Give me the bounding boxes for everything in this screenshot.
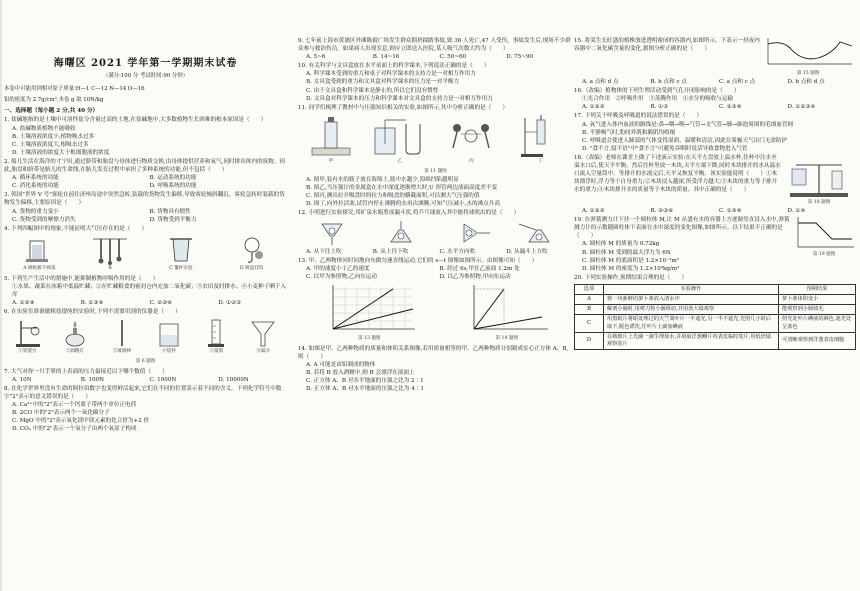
question-13: 13. 甲、乙两物体同时同地向东做匀速直线运动,它们的 s—t 图像如图所示。由图像可知（ ）: [298, 257, 538, 264]
q14-option-d: D. 正方体 A、B 对水平地面的压强之比为 4∶1: [306, 386, 424, 393]
q11-label-yi: 乙: [397, 158, 402, 164]
q9-option-c: C. 50~60: [439, 54, 467, 61]
suction-cup-pull-illustration: [443, 114, 499, 158]
question-4: 4. 下列四幅图中的现象,不能证明大气压存在的是（ ）: [4, 225, 148, 232]
binding-margin: [0, 0, 2, 591]
q18-option-a: A. ①②③: [582, 208, 605, 215]
atomic-mass-note: 本卷中可能用到相对原子质量:H—1 C—12 N—14 O—16: [4, 86, 145, 93]
q3-option-c: C. 货物受到的摩擦力消失: [12, 216, 76, 223]
st-graph: [319, 283, 419, 335]
row-a-operation: 将一块新鲜的萝卜条放入清水中: [604, 295, 779, 305]
q8-option-d: D. CO₂ 中的"2"表示一个氧分子由两个氧原子构成: [12, 426, 137, 433]
q5-option-d: D. ①②③: [218, 300, 242, 307]
q2-option-b: B. 运动系统的功能: [149, 175, 197, 182]
q9-option-a: A. 5~6: [306, 54, 326, 61]
question-3: 3. 韩国"世界 V 号"客轮在前往济州岛途中突然急转,装载的货物发生偏移,导致客轮倾斜翻沉。客轮急转时装载的货物发生偏移,主要原因是（ ）: [4, 192, 285, 207]
question-1: 1. 盐碱地指的是土壤中可溶性盐分含量过高的土地,在盐碱地中,大多数植物生长困难的根本原因是（ ）: [4, 117, 267, 124]
question-8: 8. 在化学世界里没有生命的阿拉伯数字也变得鲜活起来,它们在不同的位置表示着不同的含义。下列化学符号中数字"2"表示的意义错误的是（ ）: [4, 385, 282, 400]
q3-option-d: D. 货物受到平衡力: [149, 216, 197, 223]
q3-option-b: B. 货物具有惯性: [149, 208, 191, 215]
question-18: 18.（改编）老师在课堂上做了下述演示实验:在天平左盘放上溢水杯,往杯中注水至溢水口后,使天平平衡。然后往杯里放一木块,天平左端下降,同时木块排开的水从溢水口流入空量筒中。等排开的水流完后,天平又恢复平衡。该实验能说明（ ）①木块漂浮时,浮力等于自身重力;②木块浸入越深,所受浮力越大;③木块的重力等于排开水的重力;④木块排开水的质量等于木块的质量。其中正确的是（ ）: [574, 154, 781, 194]
q11-label-bing: 丙: [469, 158, 474, 164]
q12-option-a: A. 从下往上吹: [306, 248, 342, 255]
q14-option-b: B. 若将 B 放入酒精中,则 B 会漂浮在液面上: [306, 370, 415, 377]
q19-option-d: D. 圆柱体 M 的密度为 1.2×10³kg/m³: [582, 265, 680, 272]
q12-option-c: C. 水平方向吹: [439, 248, 476, 255]
exam-subtitle: （满分:100 分 考试时间:90 分钟）: [102, 73, 189, 80]
q6-label-4: ④烧杯: [162, 349, 176, 355]
question-10: 10. 有关科学与文具盒放在水平桌面上的科学课本,下列说法正确的是（ ）: [298, 63, 490, 70]
row-a-result: 萝卜条体积变小: [779, 295, 856, 305]
question-20: 20. 下列实验操作,预期结果合理的是（ ）: [574, 274, 688, 281]
row-d-result: 可清晰观察到洋葱表皮细胞: [779, 332, 856, 349]
q18-figure-caption: 第 18 题图: [807, 199, 831, 205]
q16-option-a: A. ①②③: [582, 104, 605, 111]
q10-option-a: A. 科学课本受到的重力和桌子对科学课本的支持力是一对相互作用力: [306, 71, 476, 78]
q11-option-d: D. 图丁,向外拉活塞,试管内停止沸腾的水再次沸腾,可知气压减小,水的沸点升高: [306, 201, 500, 208]
q10-option-b: B. 文具盒受到的重力和文具盒对科学课本的压力是一对平衡力: [306, 79, 460, 86]
co2-curve-graph: [760, 36, 856, 70]
q13-option-d: D. 以乙为参照物,甲向东运动: [439, 273, 511, 280]
q10-option-d: D. 文具盒对科学课本的压力和科学课本对文具盒的支持力是一对相互作用力: [306, 95, 493, 102]
q1-option-a: A. 盐碱物质植物不能吸收: [12, 125, 76, 132]
row-c-result: 照光处叶片碘液的颜色,遮光处呈蓝色: [779, 315, 856, 332]
experiment-table: [574, 284, 856, 350]
q4-caption-d: 吸盘挂钩: [245, 265, 264, 271]
column-2: [298, 36, 573, 591]
q11-label-ding: 丁: [537, 158, 543, 164]
q9-option-b: B. 14~16: [372, 54, 400, 61]
glass-of-water-illustration: [158, 235, 204, 265]
question-14: 14. 如图是甲、乙两种物质的质量和体积关系图像,若用质量相等的甲、乙两种物质分别制成实心正方体 A、B,则（ ）: [298, 345, 569, 361]
q5-items: ①水果、蔬菜在冰箱中低温贮藏；②在贮藏粮食的密封仓内充加二氧化碳；③农田及时排水；④小麦种子晒干入库: [12, 283, 287, 299]
q15-figure-caption: 第 15 题图: [796, 71, 820, 76]
q13-figure-caption: 第 13 题图: [357, 335, 381, 341]
q13-option-b: B. 经过 6s,甲在乙前面 1.2m 处: [439, 265, 520, 272]
q1-option-b: B. 土壤溶液浓度小,植物吸水过多: [12, 133, 95, 140]
q19-option-a: A. 圆柱体 M 的质量为 0.72kg: [582, 241, 660, 248]
q16-option-b: B. ①③: [650, 104, 669, 111]
paper-cup-illustration: [16, 235, 62, 265]
q18-option-c: C. ①③④: [719, 208, 742, 215]
column-3: [574, 36, 856, 591]
q12-figure: [298, 220, 573, 246]
exam-title: 海曙区 2021 学年第一学期期末试卷: [53, 58, 238, 69]
row-b-operation: 解剖小肠时,用剪刀将小肠纵切,并用放大镜观察: [604, 305, 779, 315]
row-c-option: C: [575, 315, 604, 332]
question-2: 2. 船儿生活在海洋的寸宁田,通过脐带和胎盘与母体进行物质交换,由母体提供营养和氧气,同时排出体内的废物。因此,胎盘和脐带是胎儿的生命线,在胎儿发育过程中承担了多种系统的功能,但不包括（ ）: [4, 158, 285, 174]
q15-option-a: A. a 点和 d 点: [582, 79, 619, 86]
force-depth-graph: [792, 215, 856, 251]
q7-option-b: B. 100N: [80, 376, 104, 383]
q6-label-6: ⑥漏斗: [256, 349, 271, 355]
table-row: [575, 315, 856, 332]
q12-option-d: D. 从漏斗上方吹: [506, 248, 548, 255]
question-7: 7. 大气对你一只手掌的上表面的压力最接近以下哪个数值（ ）: [4, 368, 168, 375]
q5-option-c: C. ②③④: [149, 300, 173, 307]
q17-option-b: B. 平静吸气时,肋间外肌和膈肌均收缩: [582, 129, 676, 136]
q14-option-c: C. 正方体 A、B 对水平地面的压强之比为 2∶1: [306, 378, 424, 385]
q11-option-a: A. 图甲,装有水的瓶子放在海绵上,瓶中水越少,海绵凹陷越明显: [306, 177, 459, 184]
funnel-icon: [246, 318, 280, 348]
q5-option-b: B. ①③④: [80, 300, 104, 307]
q8-option-a: A. Ca²⁺中的"2"表示一个钙离子带两个单位正电荷: [12, 401, 137, 408]
syringe-flask-illustration: [515, 114, 565, 158]
q16-option-c: C. ②③④: [719, 104, 742, 111]
q18-option-b: B. ②③④: [650, 208, 674, 215]
q12-option-b: B. 从上往下吹: [372, 248, 409, 255]
question-16: 16.（改编）植物体的下列生理活动受到气孔开闭影响的是（ ）: [574, 88, 740, 95]
q6-label-1: ①铁架台: [18, 349, 37, 355]
q18-option-d: D. ①④: [787, 208, 806, 215]
funnel-blow-d-illustration: [509, 220, 569, 246]
q13-option-c: C. 以甲为参照物,乙向东运动: [306, 273, 377, 280]
q4-caption-c: 覆杯实验: [174, 265, 193, 271]
row-a-option: A: [575, 295, 604, 305]
row-d-option: D: [575, 332, 604, 349]
q7-option-c: C. 1000N: [149, 376, 177, 383]
density-note: 铝的密度为 2.7g/cm³,本卷 g 取 10N/kg: [4, 96, 104, 103]
header-result: 预期结果: [779, 284, 856, 294]
q11-option-b: B. 图乙,当压强计的金属盒在水中深度逐渐增大时,U 形管两边液面高度差不变: [306, 185, 498, 192]
row-d-operation: 在载玻片上先滴一滴生理盐水,并刮取洋葱鳞片内表皮临时装片,用低倍镜观察装片: [604, 332, 779, 349]
question-15: 15. 将某生长旺盛的植株放进透明密闭的容器内,如图所示。下表示一昼夜内容器中二氧化碳含量的变化,据图分析正确的是（ ）: [574, 38, 760, 53]
q17-option-a: A. 氧气进入体内血液的路线是:鼻→咽→喉→气管→支气管→肺→肺泡周围的毛细血管网: [582, 121, 794, 128]
table-row: [575, 305, 856, 315]
q17-option-d: D. "食不言,寝不语"中"食不言"可避免吞咽时说话导致食物进入气管: [582, 145, 748, 152]
q4-figure: [4, 235, 287, 273]
q2-option-d: D. 呼吸系统的功能: [149, 183, 197, 190]
q1-option-c: C. 土壤溶液浓度大,根吸水过多: [12, 141, 89, 148]
balance-scale-illustration: [782, 153, 856, 199]
glass-rod-icon: [105, 318, 139, 348]
q1-option-d: D. 土壤溶液的浓度大于根细胞液的浓度: [12, 149, 110, 156]
q7-option-a: A. 10N: [12, 376, 32, 383]
header-operation: 实验操作: [604, 284, 779, 294]
q6-label-2: ②酒精灯: [65, 349, 84, 355]
bottle-on-sponge-illustration: [306, 114, 356, 158]
q11-option-c: C. 图丙,测出拉开吸盘时的拉力和吸盘的横截面积,可估测大气压强的值: [306, 193, 480, 200]
graduated-cylinder-icon: [199, 318, 233, 348]
hanging-tubes-illustration: [87, 235, 133, 265]
q14-option-a: A. A 可能是由铝制成的物体: [306, 362, 376, 369]
question-5: 5. 下列生产生活中的措施中,能抑制植物呼吸作用的是（ ）: [4, 275, 159, 282]
q2-option-c: C. 消化系统的功能: [12, 183, 59, 190]
q7-option-d: D. 10000N: [218, 376, 249, 383]
question-9: 9. 七年前上海市黄浦区外滩陈毅广场发生群众拥挤踩踏事故,致 36 人死亡,47 人受伤。事故发生后,现场不少群众参与救治伤员。如果病人出现室息,则应立即送入医院,某人吸气次数大约为（ ）: [298, 38, 571, 53]
funnel-blow-c-illustration: [440, 220, 500, 246]
q10-option-c: C. 由于文具盒和科学课本是静止的,所以它们没有惯性: [306, 87, 439, 94]
question-19: 19. 在弹簧测力计下挂一个圆柱体 M,让 M 从盛有水的容器上方逐渐竖直浸入水中,弹簧测力计的示数随圆柱体下表面在水中深度的变化图像,如图所示。以下结果不正确的是（ ）: [574, 217, 790, 240]
column-1: [4, 36, 287, 591]
row-b-result: 能观察到小肠绒毛: [779, 305, 856, 315]
beaker-icon: [152, 318, 186, 348]
row-b-option: B: [575, 305, 604, 315]
q19-figure-caption: 第 19 题图: [812, 252, 836, 258]
q6-label-3: ③玻璃棒: [112, 349, 132, 355]
q6-figure: [4, 318, 287, 356]
table-row: [575, 332, 856, 349]
q16-items: ①光合作用 ②呼吸作用 ③蒸腾作用 ④水分的吸收与运输: [582, 96, 734, 103]
q4-label-a: A: [23, 265, 27, 271]
q11-label-jia: 甲: [328, 158, 334, 164]
question-6: 6. 在实验室准备做粗盐提纯的实验时,下列不需要用到的仪器是（ ）: [4, 309, 181, 316]
mv-graph: [462, 283, 552, 335]
question-12: 12. 小明进行实验探究,用矿泉水瓶剪成漏斗状,将乒乓球放入其中能将球吹出的是（ ）: [298, 210, 520, 217]
funnel-blow-b-illustration: [371, 220, 431, 246]
q8-option-b: B. 2CO 中的"2"表示两个一氧化碳分子: [12, 410, 110, 416]
q17-option-c: C. 呼吸道会使进入肺部的气体变得湿润、温暖和清洁,因此在雾霾天气出门无需防护: [582, 137, 788, 144]
q15-option-b: B. b 点和 c 点: [650, 79, 687, 86]
table-header-row: [575, 284, 856, 294]
q6-label-5: ⑤量筒: [209, 349, 224, 355]
question-17: 17. 下列关于呼吸及呼吸道的说法错误的是（ ）: [574, 113, 703, 120]
q19-option-c: C. 圆柱体 M 的底面积是 1.2×10⁻²m²: [582, 257, 679, 264]
q11-figure: [298, 114, 573, 166]
q2-option-a: A. 循环系统的功能: [12, 175, 59, 182]
q4-label-d: D: [239, 265, 244, 271]
section-heading: 一、选择题（每小题 2 分,共 40 分）: [4, 108, 99, 115]
q19-option-b: B. 圆柱体 M 受到的最大浮力为 6N: [582, 249, 671, 256]
q4-label-b: B: [108, 265, 112, 271]
q15-option-d: D. b 点和 d 点: [787, 79, 825, 86]
iron-stand-icon: [11, 318, 45, 348]
q16-option-d: D. ①②③④: [787, 104, 816, 111]
alcohol-lamp-icon: [58, 318, 92, 348]
q13-option-a: A. 甲的速度小于乙的速度: [306, 265, 370, 272]
pressure-gauge-illustration: [372, 114, 428, 158]
q5-option-a: A. ①②④: [12, 300, 35, 307]
q14-figure-caption: 第 14 题图: [495, 335, 519, 341]
q9-option-d: D. 75~90: [506, 54, 534, 61]
question-11: 11. 同学们梳理了教材中与压强知识相关的实验,如图所示,其中分析正确的是（ ）: [298, 104, 509, 111]
q3-option-a: A. 货物的重力变小: [12, 208, 59, 215]
row-c-operation: 用黑纸片将暗处理过的天竺葵叶片一半遮光,另一半不遮光,光照几小时后取下,脱色漂洗,往叶片上滴加碘液: [604, 315, 779, 332]
table-row: [575, 295, 856, 305]
q4-label-c: C: [169, 265, 173, 271]
q11-figure-caption: 第 11 题图: [424, 168, 447, 174]
q8-option-c: C. MgO 中的"2"表示氧化镁中镁元素的化合价为+2 价: [12, 418, 150, 425]
suction-hook-illustration: [229, 235, 275, 265]
header-option: 选项: [575, 284, 604, 294]
q15-option-c: C. a 点和 c 点: [719, 79, 756, 86]
q6-figure-caption: 第 6 题图: [135, 359, 156, 365]
q4-caption-a: 硬纸板不掉落: [27, 265, 56, 271]
q13-q14-figures: [298, 283, 573, 343]
funnel-blow-a-illustration: [302, 220, 362, 246]
